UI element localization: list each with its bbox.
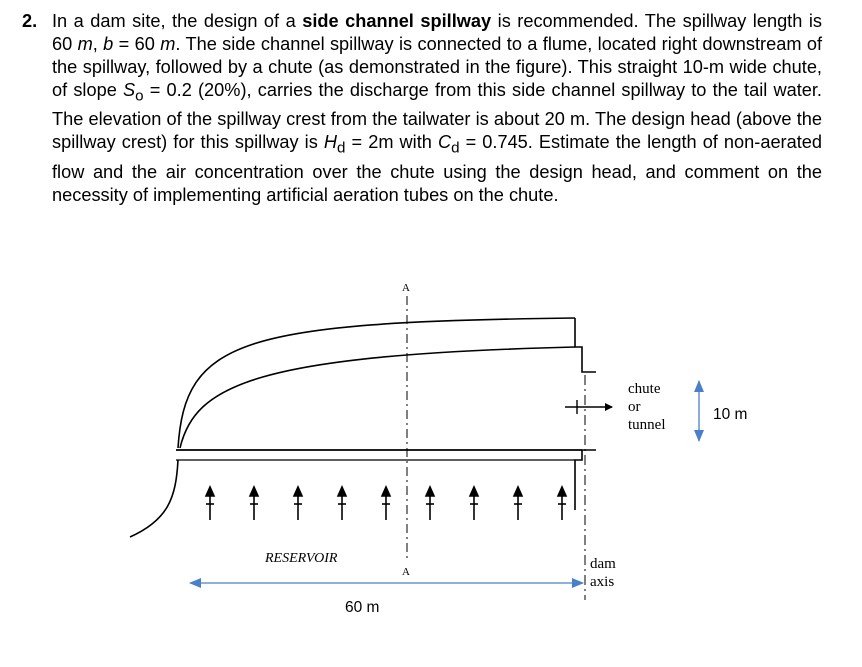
- text-seg8: = 0.745. Estimate the length of non-aerated flow and the air concentration over the chute using the design head, and comment on the necessity of implementing artificial aeration tubes on the chute.: [52, 132, 823, 205]
- length-dimension-label: 60 m: [345, 599, 380, 616]
- dam-axis-label-line2: axis: [590, 574, 615, 590]
- var-so-sub: o: [135, 87, 144, 105]
- inflow-arrow: [250, 487, 258, 520]
- chute-label-line2: or: [628, 399, 641, 415]
- reservoir-label: RESERVOIR: [265, 551, 338, 566]
- var-hd-sub: d: [337, 139, 346, 157]
- text-seg7: = 2m with: [345, 132, 438, 153]
- upper-flume-wall: [575, 318, 596, 372]
- text-seg1: In a dam site, the design of a: [52, 11, 303, 31]
- inflow-arrow: [558, 487, 566, 520]
- inflow-arrow: [294, 487, 302, 520]
- section-label-top: A: [402, 282, 410, 294]
- var-b: b: [103, 33, 114, 54]
- width-dimension-label: 10 m: [713, 406, 748, 423]
- inflow-arrow: [338, 487, 346, 520]
- outer-crest-curve: [178, 318, 575, 448]
- var-so: S: [123, 79, 136, 100]
- text-seg5: . The side channel spillway is connected to a flume, located right downstream of the spillway, followed by a chute (as demonstrated in the figure). This straight 10-m wide chute, of slope: [52, 33, 822, 100]
- text-bold-term: side channel spillway: [302, 11, 492, 31]
- left-abutment: [130, 460, 178, 537]
- var-hd: H: [323, 132, 338, 153]
- problem-number: 2.: [22, 11, 38, 31]
- inflow-arrow: [514, 487, 522, 520]
- chute-label-line3: tunnel: [628, 417, 666, 433]
- var-cd-sub: d: [451, 139, 460, 157]
- text-seg4: = 60: [113, 33, 161, 54]
- inflow-arrows: [206, 487, 566, 520]
- text-seg6: = 0.2 (20%), carries the discharge from this side channel spillway to the tail water. The elevation of the spillway crest from the tailwater is about 20 m. The design head (above the spillway crest) for this spillway is: [52, 79, 822, 153]
- chute-label-line1: chute: [628, 381, 661, 397]
- text-seg2: is recommended. The spillway length is 60: [52, 11, 822, 54]
- dam-axis-label-line1: dam: [590, 556, 616, 572]
- text-seg3: ,: [92, 33, 104, 54]
- unit-m1: m: [77, 33, 93, 54]
- section-label-bottom: A: [402, 566, 410, 578]
- inflow-arrow: [470, 487, 478, 520]
- unit-m2: m: [160, 33, 176, 54]
- var-cd: C: [437, 132, 452, 153]
- inflow-arrow: [206, 487, 214, 520]
- inflow-arrow: [426, 487, 434, 520]
- inner-crest-curve: [180, 347, 575, 448]
- inflow-arrow: [382, 487, 390, 520]
